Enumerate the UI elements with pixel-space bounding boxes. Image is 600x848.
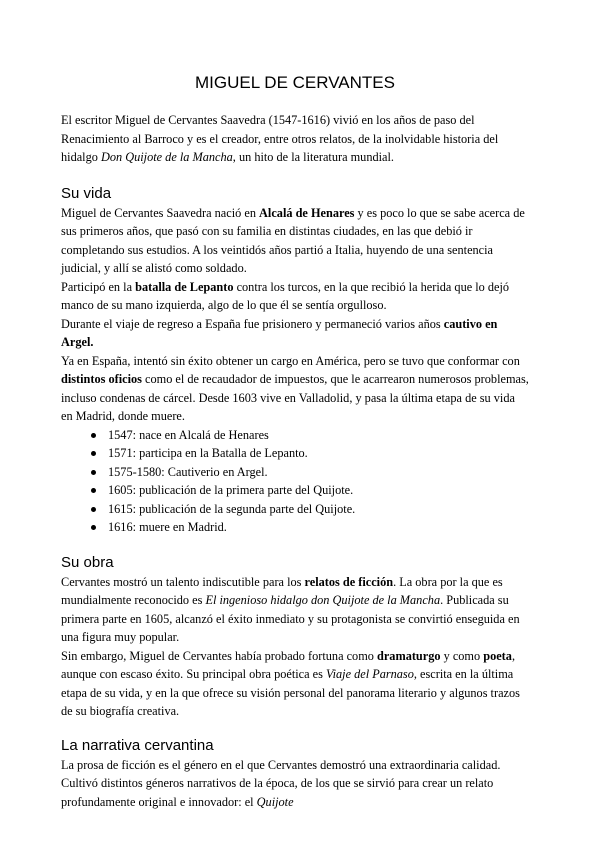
- obra-text: Cervantes mostró un talento indiscutible para los: [61, 574, 305, 589]
- narrativa-work-title: Quijote: [256, 794, 294, 809]
- vida-paragraph-1: [61, 204, 529, 278]
- obra-text: y como: [440, 648, 484, 663]
- vida-text: contra los turcos, en la que recibió la herida que lo dejó manco de su mano izquierda, algo de lo que él se sentía orgulloso.: [61, 279, 510, 312]
- list-item: 1615: publicación de la segunda parte del Quijote.: [91, 500, 529, 519]
- vida-paragraph-2: [61, 278, 529, 315]
- list-item: 1575-1580: Cautiverio en Argel.: [91, 463, 529, 482]
- vida-text: Ya en España, intentó sin éxito obtener un cargo en América, pero se tuvo que conformar con: [61, 353, 520, 368]
- vida-text: y es poco lo que se sabe acerca de sus primeros años, que pasó con su familia en distintas ciudades, en las que debió ir completando sus estudios. A los veintidós años partió a Italia, huyendo de una sentencia judicial, y allí se alistó como soldado.: [61, 205, 525, 275]
- obra-highlight: dramaturgo: [377, 648, 441, 663]
- vida-text: como el de recaudador de impuestos, que le acarrearon numerosos problemas, incluso condenas de cárcel. Desde 1603 vive en Valladolid, y pasa la última etapa de su vida en Madrid, donde muere.: [61, 372, 529, 423]
- vida-paragraph-3: [61, 315, 529, 352]
- list-item: 1571: participa en la Batalla de Lepanto.: [91, 444, 529, 463]
- vida-highlight: cautivo en Argel.: [61, 316, 498, 349]
- narrativa-paragraph-2: [61, 774, 529, 811]
- intro-paragraph: [61, 111, 529, 167]
- list-item: 1547: nace en Alcalá de Henares: [91, 426, 529, 445]
- obra-text: , escrita en la última etapa de su vida, y en la que ofrece su visión personal del panorama literario y algunos trazos de su biografía creativa.: [61, 667, 520, 718]
- vida-highlight: distintos oficios: [61, 372, 142, 386]
- vida-highlight: Alcalá de Henares: [259, 205, 355, 220]
- obra-highlight: poeta: [483, 648, 512, 663]
- obra-text: . Publicada su primera parte en 1605, alcanzó el éxito inmediato y su protagonista se convirtió enseguida en una figura muy popular.: [61, 593, 520, 644]
- section-heading-obra: Su obra: [61, 553, 114, 571]
- document-title: MIGUEL DE CERVANTES: [195, 73, 395, 92]
- narrativa-paragraph-1: La prosa de ficción es el género en el que Cervantes demostró una extraordinaria calidad.: [61, 757, 501, 772]
- vida-paragraph-4: [61, 352, 529, 426]
- intro-work-title: Don Quijote de la Mancha: [100, 150, 233, 164]
- vida-text: Miguel de Cervantes Saavedra nació en: [61, 205, 260, 220]
- intro-text: El escritor Miguel de Cervantes Saavedra (1547-1616) vivió en los años de paso del Renacimiento al Barroco y es el creador, entre otros relatos, de la inolvidable historia del hidalgo: [61, 113, 499, 164]
- obra-work-title: Viaje del Parnaso: [325, 667, 414, 681]
- obra-highlight: relatos de ficción: [304, 574, 394, 589]
- section-heading-narrativa: La narrativa cervantina: [61, 736, 214, 754]
- vida-highlight: batalla de Lepanto: [135, 279, 234, 294]
- list-item: 1616: muere en Madrid.: [91, 518, 529, 537]
- obra-work-title: El ingenioso hidalgo don Quijote de la Mancha: [205, 593, 441, 607]
- section-heading-vida: Su vida: [61, 184, 112, 202]
- vida-text: Participó en la: [61, 279, 136, 294]
- narrativa-text: Cultivó distintos géneros narrativos de la época, de los que se sirvió para crear un relato profundamente original e innovador: el: [61, 776, 494, 809]
- intro-text: , un hito de la literatura mundial.: [232, 150, 394, 164]
- vida-text: Durante el viaje de regreso a España fue prisionero y permaneció varios años: [61, 316, 444, 331]
- obra-text: . La obra por la que es mundialmente reconocido es: [61, 574, 503, 607]
- obra-text: , aunque con escaso éxito. Su principal obra poética es: [61, 648, 516, 681]
- obra-paragraph-1: [61, 573, 529, 647]
- obra-text: Sin embargo, Miguel de Cervantes había probado fortuna como: [61, 648, 377, 663]
- list-item: 1605: publicación de la primera parte del Quijote.: [91, 481, 529, 500]
- timeline-list: [61, 426, 529, 537]
- obra-paragraph-2: [61, 647, 529, 721]
